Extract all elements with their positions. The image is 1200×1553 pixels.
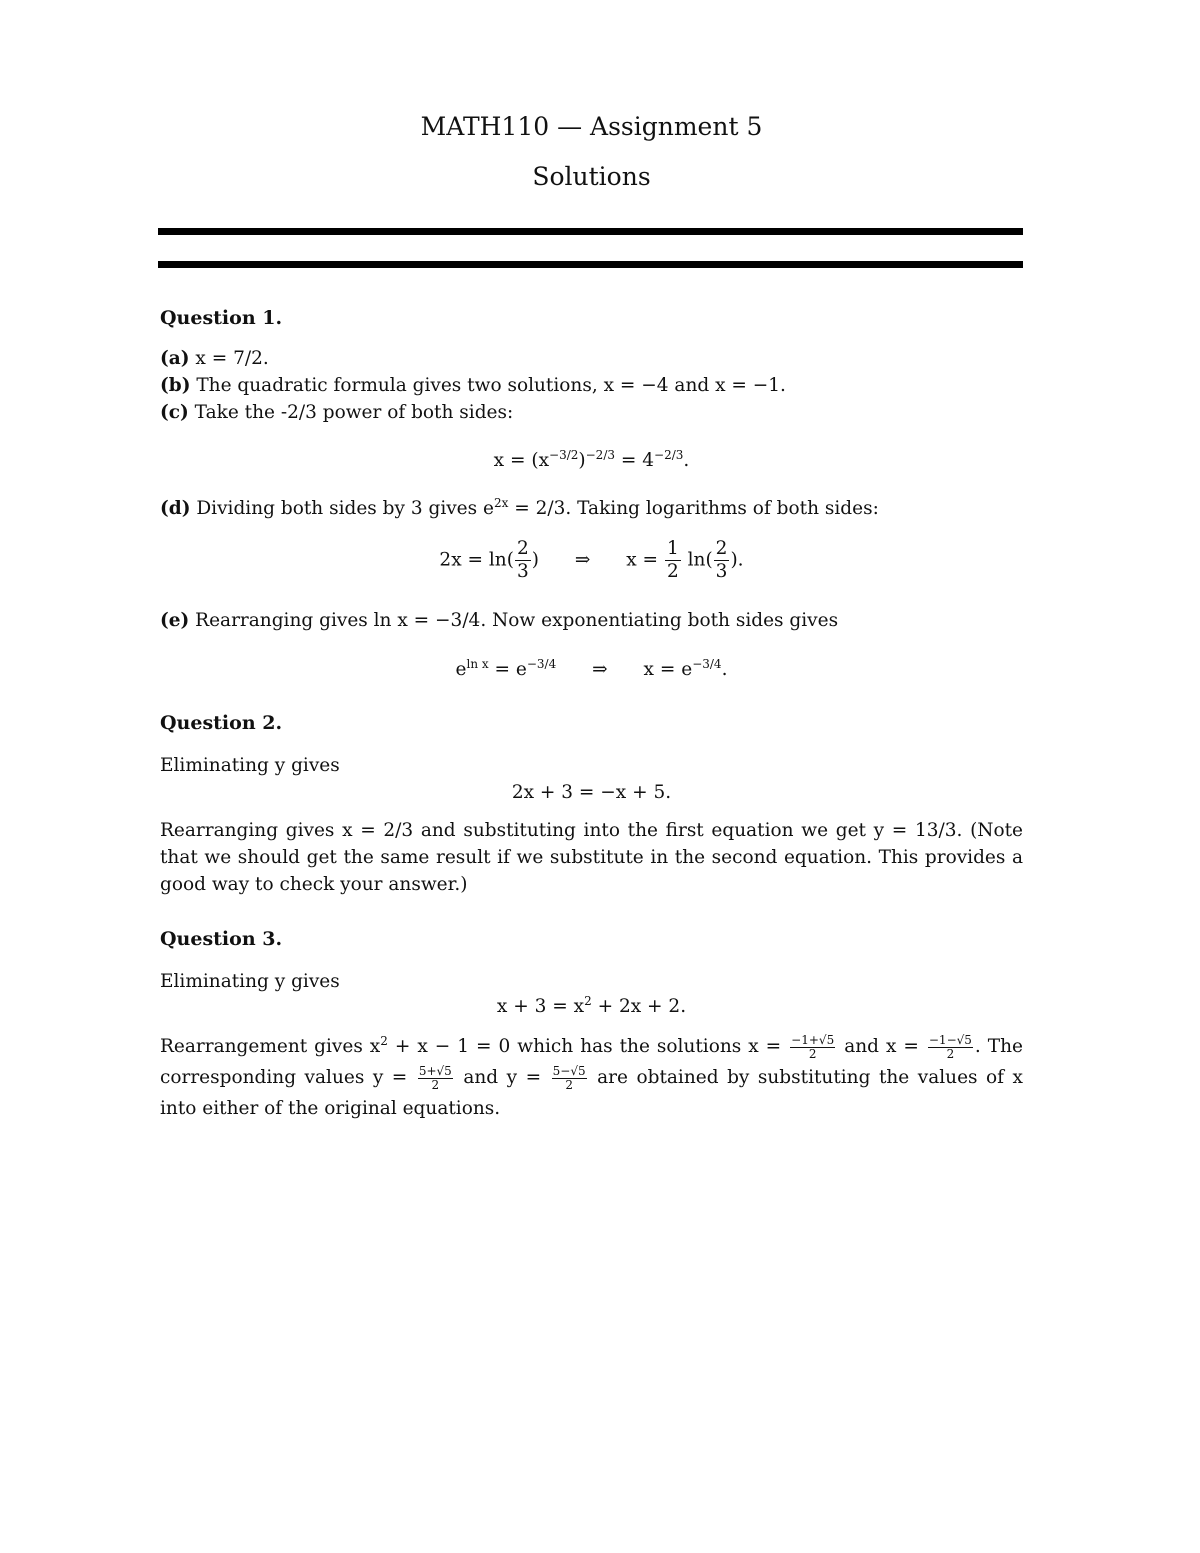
fraction bbox=[515, 538, 531, 583]
q2-text: Rearranging gives x = 2/3 and substituting into the first equation we get y = 13/3. (Note that we should get the same result if we substitute in the second equation. This provides a good way to check your answer.) bbox=[160, 820, 1023, 895]
fraction bbox=[928, 1034, 973, 1061]
question-3-heading: Question 3. bbox=[160, 928, 283, 950]
fraction-numerator: −1−√5 bbox=[928, 1032, 972, 1047]
fraction bbox=[552, 1065, 587, 1092]
fraction-numerator: 2 bbox=[516, 538, 529, 559]
eq-part: ln( bbox=[681, 549, 713, 571]
header-rule-top bbox=[158, 228, 1023, 235]
fraction bbox=[790, 1034, 835, 1061]
eq-exponent: 2 bbox=[584, 994, 592, 1008]
q3-text bbox=[160, 1031, 1023, 1124]
q1-a-label: (a) bbox=[160, 348, 190, 369]
header-rule-bottom bbox=[158, 261, 1023, 268]
fraction-denominator: 2 bbox=[565, 1077, 573, 1092]
fraction-denominator: 3 bbox=[715, 561, 728, 582]
q1-e-equation bbox=[160, 656, 1023, 683]
q3-text-part: Rearrangement gives x bbox=[160, 1036, 381, 1057]
fraction-numerator: 5−√5 bbox=[552, 1063, 586, 1078]
document-subtitle: Solutions bbox=[532, 162, 651, 191]
eq-part: = e bbox=[488, 659, 527, 680]
eq-exponent: −3/4 bbox=[526, 657, 557, 671]
eq-exponent: 2 bbox=[380, 1034, 388, 1048]
eq-part: . bbox=[683, 450, 690, 471]
q1-b-label: (b) bbox=[160, 375, 191, 396]
q2-intro: Eliminating y gives bbox=[160, 755, 340, 776]
eq-part: . bbox=[721, 659, 728, 680]
q1-b-text: The quadratic formula gives two solutions, x = −4 and x = −1. bbox=[196, 375, 786, 396]
eq-exponent: 2x bbox=[493, 496, 509, 510]
eq-part: ) bbox=[578, 450, 586, 471]
eq-exponent: −2/3 bbox=[585, 448, 615, 462]
q1-c-text: Take the -2/3 power of both sides: bbox=[194, 402, 514, 423]
q3-text-part: + x − 1 = 0 which has the solutions x = bbox=[387, 1036, 789, 1057]
q3-intro: Eliminating y gives bbox=[160, 971, 340, 992]
fraction-numerator: 1 bbox=[666, 538, 679, 559]
fraction-denominator: 2 bbox=[808, 1046, 817, 1061]
fraction-numerator: −1+√5 bbox=[791, 1032, 835, 1047]
fraction-denominator: 2 bbox=[946, 1046, 955, 1061]
q3-text-part: are obtained by substituting the values of x into either of the original equations. bbox=[160, 1067, 1023, 1119]
q1-part-d bbox=[160, 495, 1023, 522]
q1-e-label: (e) bbox=[160, 610, 190, 631]
fraction-denominator: 2 bbox=[431, 1077, 440, 1092]
q1-e-text: Rearranging gives ln x = −3/4. Now exponentiating both sides gives bbox=[195, 610, 839, 631]
fraction bbox=[418, 1065, 453, 1092]
q1-c-equation bbox=[160, 447, 1023, 474]
document-page bbox=[160, 0, 1023, 1553]
q1-a-text: x = 7/2. bbox=[195, 348, 269, 369]
question-1-heading: Question 1. bbox=[160, 307, 283, 329]
q1-part-c bbox=[160, 399, 1023, 426]
eq-exponent: −3/2 bbox=[549, 448, 579, 462]
eq-part: x = (x bbox=[493, 450, 550, 471]
q3-equation bbox=[160, 993, 1023, 1020]
eq-exponent: −3/4 bbox=[692, 657, 722, 671]
eq-part: e bbox=[455, 659, 467, 680]
eq-part: ). bbox=[730, 549, 744, 571]
q1-d-label: (d) bbox=[160, 498, 191, 519]
fraction bbox=[714, 538, 730, 583]
q3-text-part: and x = bbox=[837, 1036, 926, 1057]
document-title: MATH110 — Assignment 5 bbox=[420, 112, 763, 141]
eq-part: x = bbox=[626, 549, 659, 571]
q1-d-text: Dividing both sides by 3 gives e bbox=[196, 498, 494, 519]
q2-equation: 2x + 3 = −x + 5. bbox=[511, 782, 672, 803]
q1-d-text: = 2/3. Taking logarithms of both sides: bbox=[508, 498, 879, 519]
fraction-denominator: 3 bbox=[516, 561, 529, 582]
q1-d-equation bbox=[160, 538, 1023, 583]
eq-part: = 4 bbox=[615, 450, 655, 471]
q1-part-e bbox=[160, 607, 1023, 634]
fraction bbox=[665, 538, 681, 583]
q3-text-part: and y = bbox=[454, 1067, 550, 1088]
fraction-denominator: 2 bbox=[666, 561, 679, 582]
q1-part-a bbox=[160, 345, 1023, 372]
fraction-numerator: 5+√5 bbox=[418, 1063, 452, 1078]
implies-arrow: ⇒ bbox=[574, 549, 591, 571]
fraction-numerator: 2 bbox=[715, 538, 728, 559]
q1-part-b bbox=[160, 372, 1023, 399]
eq-part: x = e bbox=[643, 659, 693, 680]
question-2-heading: Question 2. bbox=[160, 712, 283, 734]
q3-text-part: . The corresponding values y = bbox=[160, 1036, 1023, 1088]
eq-part: + 2x + 2. bbox=[591, 996, 687, 1017]
eq-part: ) bbox=[531, 549, 539, 571]
eq-exponent: ln x bbox=[466, 657, 489, 671]
eq-part: 2x = ln( bbox=[439, 549, 514, 571]
q1-c-label: (c) bbox=[160, 402, 189, 423]
implies-arrow: ⇒ bbox=[592, 659, 608, 680]
eq-exponent: −2/3 bbox=[654, 448, 684, 462]
eq-part: x + 3 = x bbox=[496, 996, 585, 1017]
